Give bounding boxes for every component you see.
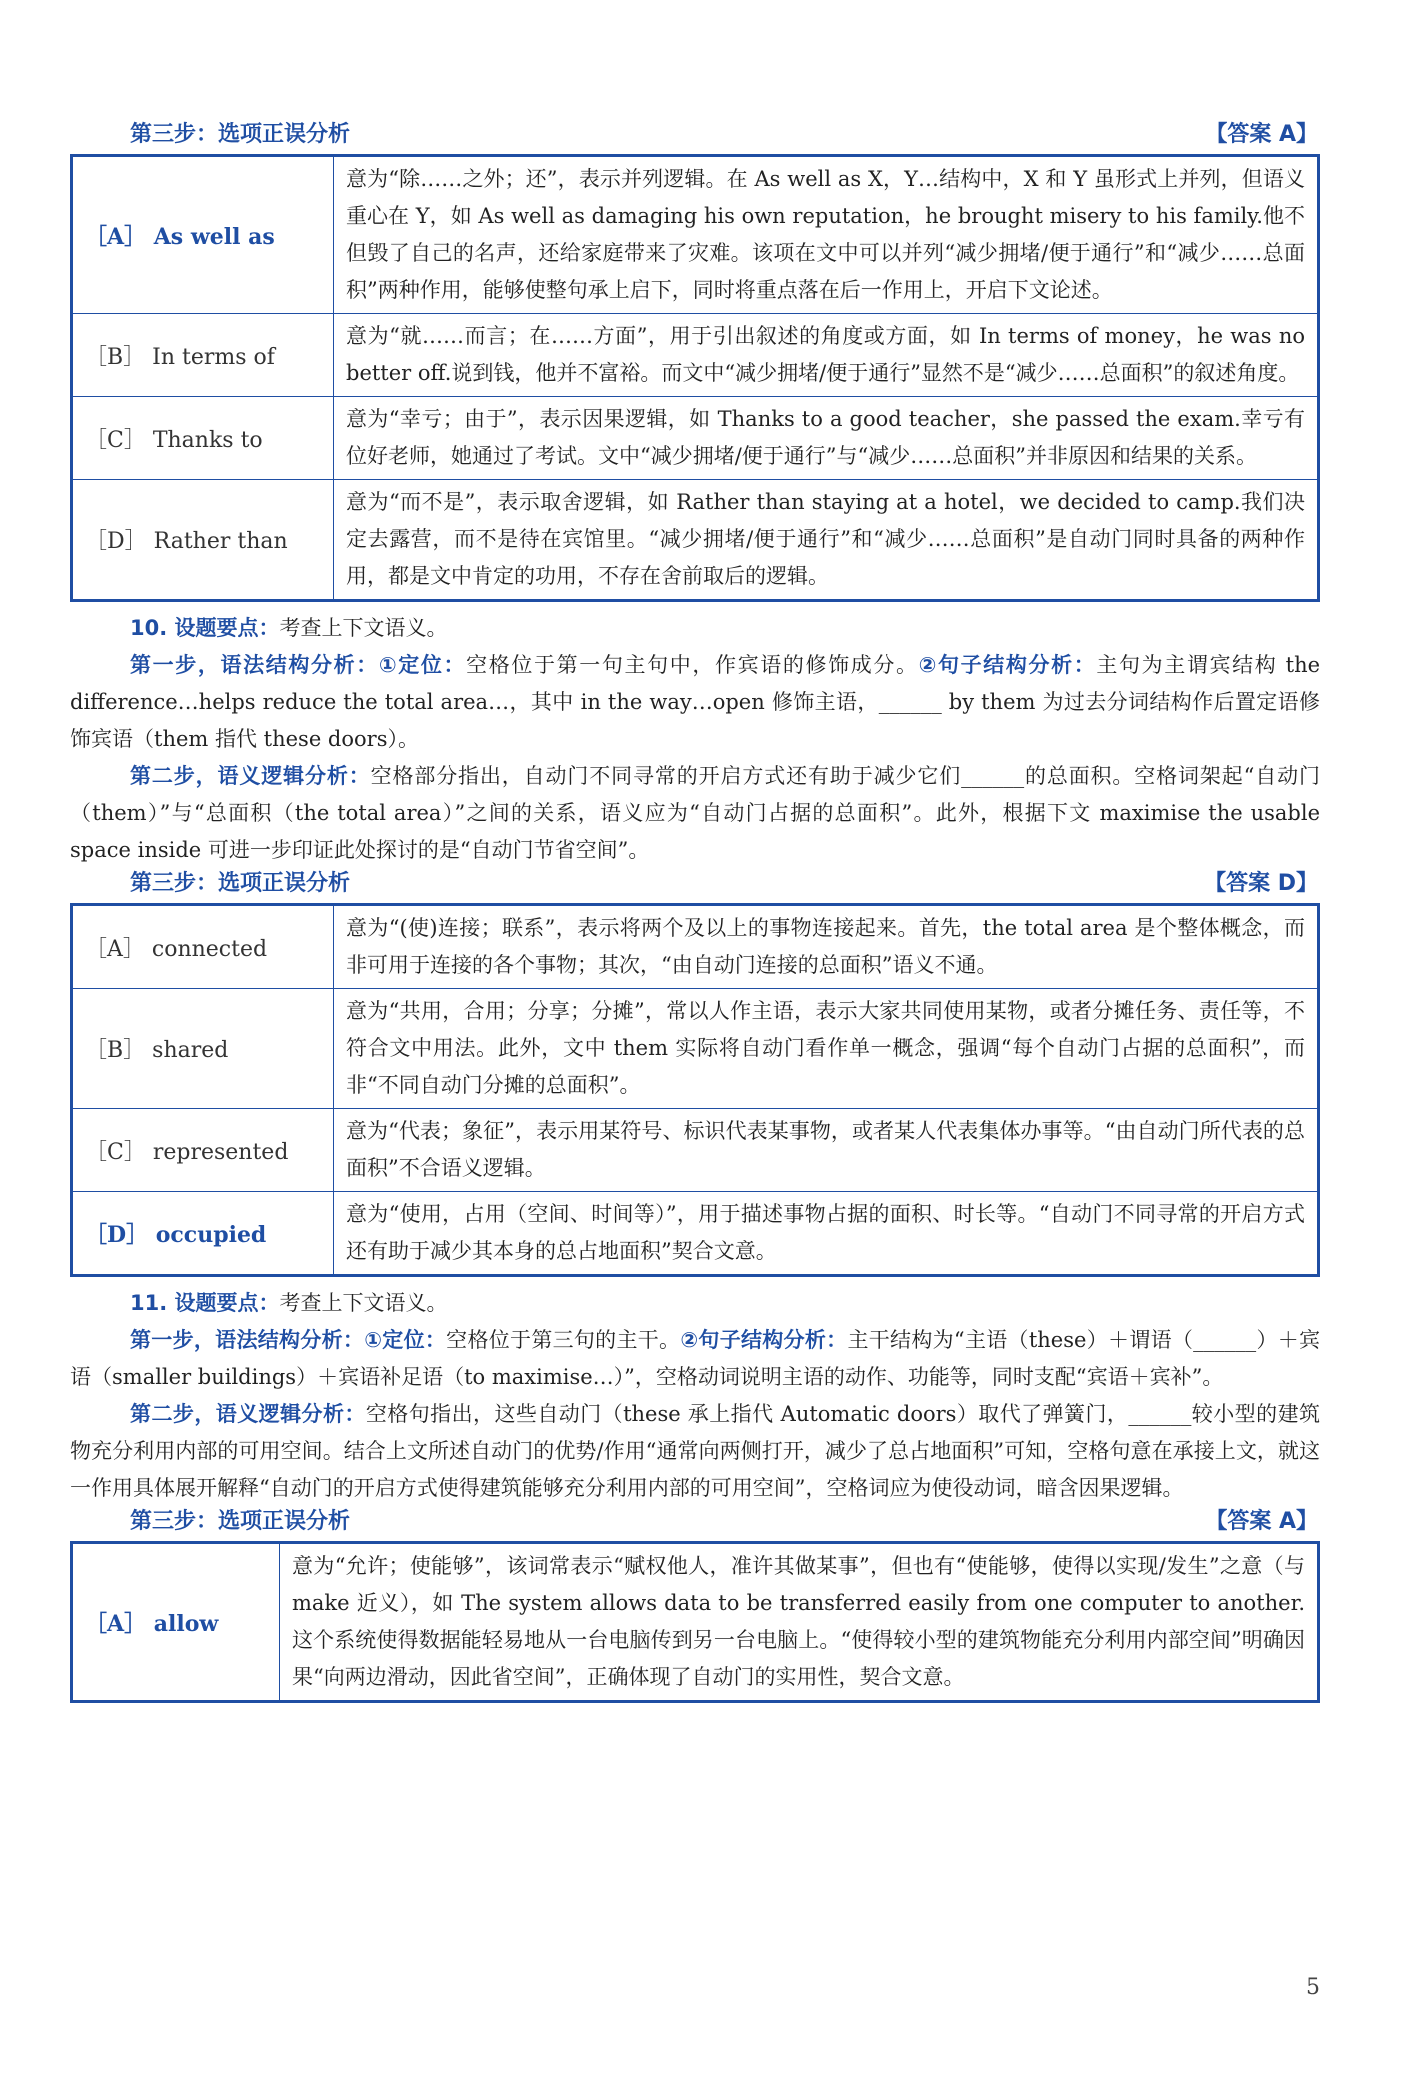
q10-step2 — [70, 758, 1320, 869]
step-label: 第三步：选项正误分析 — [130, 122, 351, 147]
answer-badge: 【答案 A】 — [1205, 122, 1318, 147]
question-number: 10. 设题要点： — [130, 616, 280, 640]
question-focus: 考查上下文语义。 — [279, 1291, 448, 1315]
q9-options-table — [70, 154, 1320, 602]
step-title: 第一步，语法结构分析： — [130, 653, 379, 677]
option-label: ［B］ In terms of — [72, 314, 334, 397]
option-explanation: 意为“幸亏；由于”，表示因果逻辑，如 Thanks to a good teacher，she passed the exam.幸亏有位好老师，她通过了考试。文中“减少拥堵/便于通行”与“减少……总面积”并非原因和结果的关系。 — [334, 397, 1319, 480]
step-text: 空格位于第一句主句中，作宾语的修饰成分。 — [466, 653, 919, 677]
q11-step3-header — [70, 1507, 1320, 1537]
option-label: ［C］ Thanks to — [72, 397, 334, 480]
table-row — [72, 1543, 1319, 1702]
q11-options-table — [70, 1541, 1320, 1703]
table-row — [72, 1192, 1319, 1276]
answer-badge: 【答案 D】 — [1204, 871, 1318, 896]
option-label: ［A］ connected — [72, 905, 334, 989]
step-subtitle: ①定位： — [364, 1328, 447, 1352]
table-row — [72, 989, 1319, 1109]
page-content — [70, 120, 1320, 1711]
question-number: 11. 设题要点： — [130, 1291, 280, 1315]
step-subtitle: ②句子结构分析： — [680, 1328, 848, 1352]
step-text: 主句为主谓宾结构 the difference…helps reduce the total area…，其中 in the way…open 修饰主语，______ by them 为过去分词结构作后置定语修饰宾语（them 指代 these doors）。 — [70, 653, 1321, 751]
q10-step1 — [70, 647, 1320, 758]
option-label: ［C］ represented — [72, 1109, 334, 1192]
step-label: 第三步：选项正误分析 — [130, 1509, 351, 1534]
table-row — [72, 480, 1319, 601]
step-text: 空格位于第三句的主干。 — [446, 1328, 681, 1352]
option-explanation: 意为“(使)连接；联系”，表示将两个及以上的事物连接起来。首先，the total area 是个整体概念，而非可用于连接的各个事物；其次，“由自动门连接的总面积”语义不通。 — [334, 905, 1319, 989]
option-label: ［A］ allow — [72, 1543, 280, 1702]
step-subtitle: ①定位： — [378, 653, 467, 677]
q10-options-table — [70, 903, 1320, 1277]
option-explanation: 意为“而不是”，表示取舍逻辑，如 Rather than staying at a hotel，we decided to camp.我们决定去露营，而不是待在宾馆里。“减少拥堵/便于通行”和“减少……总面积”是自动门同时具备的两种作用，都是文中肯定的功用，不存在舍前取后的逻辑。 — [334, 480, 1319, 601]
step-title: 第二步，语义逻辑分析： — [130, 764, 371, 788]
option-explanation: 意为“代表；象征”，表示用某符号、标识代表某事物，或者某人代表集体办事等。“由自动门所代表的总面积”不合语义逻辑。 — [334, 1109, 1319, 1192]
option-label: ［B］ shared — [72, 989, 334, 1109]
option-label: ［D］ occupied — [72, 1192, 334, 1276]
q11-step2 — [70, 1396, 1320, 1507]
option-explanation: 意为“共用，合用；分享；分摊”，常以人作主语，表示大家共同使用某物，或者分摊任务、责任等，不符合文中用法。此外，文中 them 实际将自动门看作单一概念，强调“每个自动门占据的总面积”，而非“不同自动门分摊的总面积”。 — [334, 989, 1319, 1109]
q10-step3-header — [70, 869, 1320, 899]
table-row — [72, 156, 1319, 314]
step-label: 第三步：选项正误分析 — [130, 871, 351, 896]
option-label: ［D］ Rather than — [72, 480, 334, 601]
answer-badge: 【答案 A】 — [1205, 1509, 1318, 1534]
q10-heading — [70, 610, 1320, 647]
option-explanation: 意为“除……之外；还”，表示并列逻辑。在 As well as X，Y…结构中，X 和 Y 虽形式上并列，但语义重心在 Y，如 As well as damaging his own reputation，he brought misery to his family.他不但毁了自己的名声，还给家庭带来了灾难。该项在文中可以并列“减少拥堵/便于通行”和“减少……总面积”两种作用，能够使整句承上启下，同时将重点落在后一作用上，开启下文论述。 — [334, 156, 1319, 314]
option-explanation: 意为“使用，占用（空间、时间等）”，用于描述事物占据的面积、时长等。“自动门不同寻常的开启方式还有助于减少其本身的总占地面积”契合文意。 — [334, 1192, 1319, 1276]
option-label: ［A］ As well as — [72, 156, 334, 314]
table-row — [72, 397, 1319, 480]
option-explanation: 意为“就……而言；在……方面”，用于引出叙述的角度或方面，如 In terms of money，he was no better off.说到钱，他并不富裕。而文中“减少拥堵/便于通行”显然不是“减少……总面积”的叙述角度。 — [334, 314, 1319, 397]
step-title: 第一步，语法结构分析： — [130, 1328, 365, 1352]
step-title: 第二步，语义逻辑分析： — [130, 1402, 366, 1426]
step-text: 空格部分指出，自动门不同寻常的开启方式还有助于减少它们______的总面积。空格词架起“自动门（them）”与“总面积（the total area）”之间的关系，语义应为“自动门占据的总面积”。此外，根据下文 maximise the usable space inside 可进一步印证此处探讨的是“自动门节省空间”。 — [70, 764, 1321, 862]
option-explanation: 意为“允许；使能够”，该词常表示“赋权他人，准许其做某事”，但也有“使能够，使得以实现/发生”之意（与 make 近义），如 The system allows data to be transferred easily from one computer to another.这个系统使得数据能轻易地从一台电脑传到另一台电脑上。“使得较小型的建筑物能充分利用内部空间”明确因果“向两边滑动，因此省空间”，正确体现了自动门的实用性，契合文意。 — [280, 1543, 1319, 1702]
table-row — [72, 905, 1319, 989]
q9-step3-header — [70, 120, 1320, 150]
page-number: 5 — [1306, 1975, 1320, 2000]
step-text: 主干结构为“主语（these）＋谓语（______）＋宾语（smaller buildings）＋宾语补足语（to maximise…）”，空格动词说明主语的动作、功能等，同时支配“宾语＋宾补”。 — [70, 1328, 1321, 1389]
q11-step1 — [70, 1322, 1320, 1396]
table-row — [72, 314, 1319, 397]
question-focus: 考查上下文语义。 — [279, 616, 448, 640]
step-text: 空格句指出，这些自动门（these 承上指代 Automatic doors）取代了弹簧门，______较小型的建筑物充分利用内部的可用空间。结合上文所述自动门的优势/作用“通常向两侧打开，减少了总占地面积”可知，空格句意在承接上文，就这一作用具体展开解释“自动门的开启方式使得建筑能够充分利用内部的可用空间”，空格词应为使役动词，暗含因果逻辑。 — [70, 1402, 1321, 1500]
q11-heading — [70, 1285, 1320, 1322]
step-subtitle: ②句子结构分析： — [918, 653, 1097, 677]
table-row — [72, 1109, 1319, 1192]
